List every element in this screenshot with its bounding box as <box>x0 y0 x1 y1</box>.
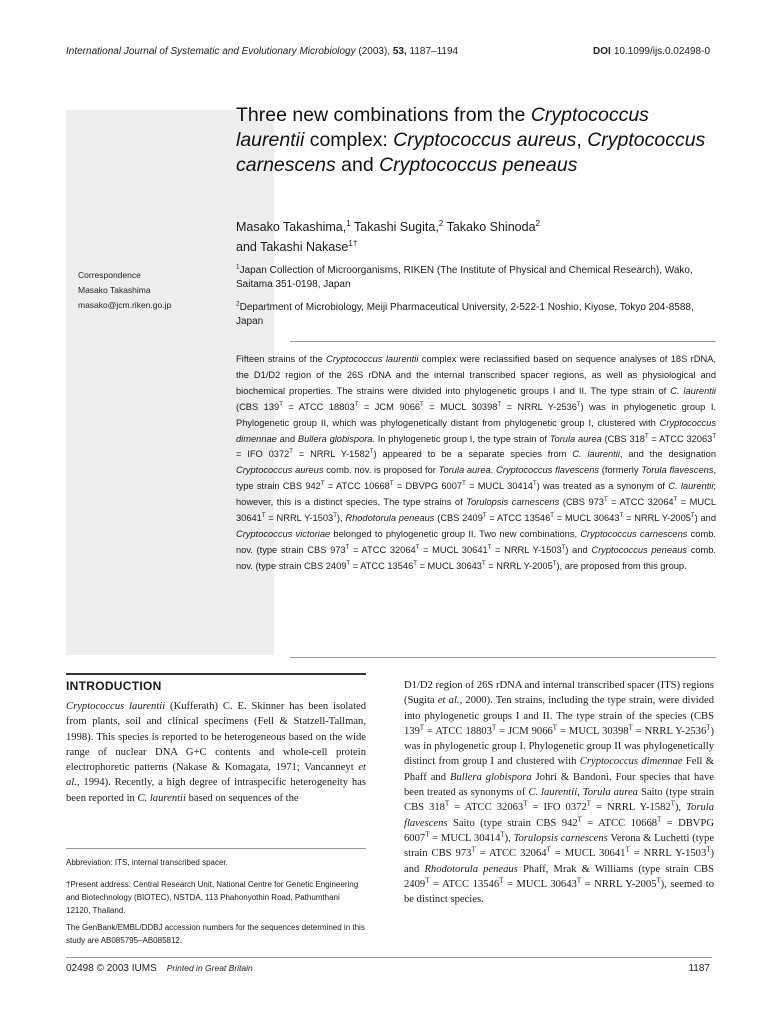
text-segment: Cryptococcus dimennae <box>579 756 683 768</box>
text-segment: C. laurentii <box>528 787 578 799</box>
abstract-top-rule <box>290 341 716 342</box>
journal-name: International Journal of Systematic and Evolutionary Microbiology <box>66 46 356 57</box>
text-segment: (CBS 139 <box>236 401 280 412</box>
text-segment: Saito (type strain CBS 942 <box>447 817 578 829</box>
text-segment: = MUCL 30398 <box>423 401 498 412</box>
text-segment: and <box>276 433 298 444</box>
text-segment: . <box>490 465 497 476</box>
text-segment: (CBS 318 <box>601 433 645 444</box>
text-segment: ; however, this is a distinct species. The type strains of <box>236 481 717 508</box>
journal-volume: 53, <box>392 46 407 57</box>
text-segment: T <box>345 544 350 551</box>
abstract-paragraph <box>236 352 716 575</box>
text-segment: = DBVPG 6007 <box>393 481 463 492</box>
text-segment: T <box>603 497 608 504</box>
text-segment: ) appeared to be a separate species from <box>373 449 573 460</box>
text-segment: T <box>628 724 633 732</box>
text-segment: = MUCL 30641 <box>419 544 488 555</box>
text-segment: = ATCC 18803 <box>282 401 355 412</box>
text-segment: T <box>320 481 325 488</box>
text-segment: = MUCL 30414 <box>465 481 533 492</box>
intro-left-column <box>66 699 366 806</box>
footnote-present-address: †Present address: Central Research Unit, National Centre for Genetic Engineering and Biotechnology (BIOTEC), NSTDA, 113 Phahonyothin Road, Pathumthani 12120, Thailand. <box>66 880 359 915</box>
text-segment: = IFO 0372 <box>527 802 587 814</box>
text-segment: belonged to phylogenetic group II. Two new combinations, <box>330 528 581 539</box>
text-segment: based on sequences of the <box>185 792 299 804</box>
text-segment: T <box>354 401 359 408</box>
text-segment: comb. nov. is proposed for <box>323 465 439 476</box>
text-segment: ) was in phylogenetic group I. Phylogenetic group II was phylogenetically distinct from group I and clustered with <box>404 725 715 768</box>
affiliation-2: $^2$Department of Microbiology, Meiji Pharmaceutical University, 2-522-1 Noshio, Kiyose, Tokyo 204-8588, Japan <box>236 300 694 327</box>
text-segment: = MUCL 30641 <box>236 497 717 524</box>
text-segment: T <box>552 724 557 732</box>
text-segment: = ATCC 32063 <box>648 433 713 444</box>
text-segment: ) and <box>694 513 716 524</box>
text-segment: T <box>420 401 424 408</box>
text-segment: = JCM 9066 <box>496 725 553 737</box>
text-segment: = NRRL Y-1582 <box>590 802 671 814</box>
text-segment: Cryptococcus laurentii <box>66 701 166 712</box>
text-segment: = ATCC 32064 <box>607 497 674 508</box>
text-segment: Torula aurea <box>549 433 602 444</box>
text-segment: T <box>586 800 591 808</box>
text-segment: , and the designation <box>619 449 716 460</box>
text-segment: . In phylogenetic group I, the type strain of <box>372 433 550 444</box>
text-segment: = IFO 0372 <box>236 449 290 460</box>
text-segment: Torulopsis carnescens <box>513 832 608 844</box>
text-segment: Torulopsis carnescens <box>466 497 560 508</box>
text-segment: ), <box>336 513 346 524</box>
text-segment: ) was treated as a synonym of <box>536 481 669 492</box>
text-segment: = NRRL Y-2536 <box>501 401 577 412</box>
article-title: Three new combinations from the Cryptococcus laurentii complex: Cryptococcus aureus, Cryptococcus carnescens and Cryptococcus peneaus <box>236 104 706 176</box>
text-segment: T <box>706 724 711 732</box>
text-segment: (CBS 2409 <box>434 513 483 524</box>
text-segment: = DBVPG 6007 <box>404 817 714 844</box>
text-segment: T <box>499 877 504 885</box>
doi-header <box>593 46 710 57</box>
text-segment: = NRRL Y-1582 <box>292 449 370 460</box>
text-segment: T <box>471 846 476 854</box>
text-segment: et al. <box>437 695 460 707</box>
text-segment: Phaff, Mrak & Williams (type strain CBS 2409 <box>404 863 714 890</box>
abstract <box>236 352 716 575</box>
footer-left <box>66 963 253 974</box>
text-segment: T <box>261 512 266 519</box>
intro-right-column <box>404 678 714 907</box>
text-segment: T <box>279 401 283 408</box>
text-segment: T <box>625 846 630 854</box>
text-segment: , <box>577 787 583 799</box>
intro-heading: INTRODUCTION <box>66 679 162 693</box>
text-segment: Cryptococcus aureus <box>236 465 324 476</box>
text-segment: = MUCL 30643 <box>416 560 482 571</box>
text-segment: ), seemed to be distinct species. <box>404 878 715 906</box>
text-segment: Verona & Luchetti (type strain CBS 973 <box>404 832 715 860</box>
text-segment: T <box>706 846 711 854</box>
text-segment: T <box>690 512 695 519</box>
text-segment: = MUCL 30641 <box>550 848 626 860</box>
footnote-rule <box>66 848 366 849</box>
text-segment: T <box>425 831 430 839</box>
doi-value[interactable]: 10.1099/ijs.0.02498-0 <box>613 46 710 57</box>
text-segment: T <box>369 449 374 456</box>
text-segment: T <box>482 512 487 519</box>
text-segment: = ATCC 32064 <box>475 848 547 860</box>
text-segment: ) and <box>404 848 714 875</box>
journal-pages: 1187–1194 <box>409 46 459 57</box>
text-segment: , 2000). Ten strains, including the type strain, were divided into phylogenetic groups I and II. The type strain of the species (CBS 139 <box>404 695 714 737</box>
text-segment: T <box>289 449 293 456</box>
text-segment: = ATCC 32063 <box>449 802 524 814</box>
text-segment: (formerly <box>599 465 642 476</box>
text-segment: ), <box>504 832 514 844</box>
text-segment: = ATCC 10668 <box>581 817 658 829</box>
text-segment: complex were reclassified based on sequence analyses of 18S rDNA, the D1/D2 region of the 26S rDNA and the internal transcribed spacer regions, as well as physiological and biochemical properties. The strains were divided into phylogenetic groups I and II. The type strain of <box>236 354 716 396</box>
text-segment: T <box>561 544 566 551</box>
text-segment: Cryptococcus carnescens <box>580 528 688 539</box>
text-segment: ), are proposed from this group. <box>556 560 687 571</box>
text-segment: T <box>576 877 582 885</box>
text-segment: T <box>576 401 581 408</box>
text-segment: = ATCC 32064 <box>349 544 416 555</box>
correspondence-name: Masako Takashima <box>78 285 151 295</box>
abstract-bottom-rule <box>290 657 716 658</box>
text-segment: C. laurentii <box>668 481 714 492</box>
text-segment: et al. <box>66 762 366 789</box>
text-segment: Fifteen strains of the <box>236 354 327 364</box>
text-segment: T <box>552 560 557 567</box>
text-segment: Fell & Phaff and <box>404 756 714 783</box>
author-list: Masako Takashima,$^1$ Takashi Sugita,$^2$ Takako Shinoda$^2$ and Takashi Nakase$^{1\dagger}$ <box>236 218 541 254</box>
text-segment: = MUCL 30643 <box>503 878 577 890</box>
text-segment: Cryptococcus peneaus <box>591 544 688 555</box>
doi-label: DOI <box>593 46 611 57</box>
text-segment: Torula flavescens <box>404 802 714 829</box>
text-segment: = MUCL 30398 <box>557 725 629 737</box>
text-segment: (Kufferath) C. E. Skinner has been isolated from plants, soil and clinical specimens (Fell & Statzell-Tallman, 1998). This species is reported to be heterogeneous based on the wide range of nuclear DNA G+C contents and whole-cell protein electrophoretic patterns (Nakase & Komagata, 1971; Vancanneyt <box>66 701 367 774</box>
text-segment: T <box>333 512 337 519</box>
text-segment: C. laurentii <box>572 449 620 460</box>
page-number: 1187 <box>688 963 710 974</box>
text-segment: T <box>389 481 394 488</box>
text-segment: T <box>532 481 537 488</box>
intro-right-paragraph <box>404 678 714 907</box>
text-segment: T <box>413 560 417 567</box>
correspondence-label: Correspondence <box>78 270 141 280</box>
text-segment: D1/D2 region of 26S rDNA and internal transcribed spacer (ITS) regions (Sugita <box>404 680 714 707</box>
text-segment: T <box>550 512 554 519</box>
text-segment: T <box>346 560 351 567</box>
text-segment: = ATCC 13546 <box>350 560 414 571</box>
text-segment: = ATCC 13546 <box>486 513 551 524</box>
text-segment: ) and <box>565 544 592 555</box>
text-segment: Bullera globispora <box>450 771 532 783</box>
text-segment: = NRRL Y-2005 <box>623 513 691 524</box>
footer-code: 02498 © 2003 IUMS <box>66 963 157 974</box>
intro-left-paragraph <box>66 699 366 806</box>
text-segment: Cryptococcus dimennae <box>236 417 716 444</box>
text-segment: T <box>670 800 675 808</box>
text-segment: Cryptococcus flavescens <box>496 465 600 476</box>
text-segment: T <box>577 816 582 824</box>
text-segment: Cryptococcus laurentii <box>326 354 419 364</box>
text-segment: = NRRL Y-1503 <box>265 513 334 524</box>
footer-rule <box>66 957 712 958</box>
text-segment: comb. nov. (type strain CBS 973 <box>236 528 716 555</box>
text-segment: T <box>415 544 420 551</box>
text-segment: = NRRL Y-2536 <box>632 725 707 737</box>
text-segment: Rhodotorula peneaus <box>345 513 435 524</box>
text-segment: T <box>657 816 662 824</box>
correspondence-email[interactable]: masako@jcm.riken.go.jp <box>78 300 172 310</box>
text-segment: = ATCC 13546 <box>429 878 500 890</box>
text-segment: T <box>644 433 649 440</box>
text-segment: (CBS 973 <box>559 497 604 508</box>
text-segment: = MUCL 30643 <box>553 513 620 524</box>
text-segment: Saito (type strain CBS 318 <box>404 787 714 814</box>
text-segment: = JCM 9066 <box>358 401 421 412</box>
text-segment: T <box>497 401 502 408</box>
text-segment: T <box>546 846 551 854</box>
text-segment: T <box>487 544 492 551</box>
text-segment: Torula aurea <box>438 465 491 476</box>
text-segment: ), <box>674 802 687 814</box>
text-segment: T <box>523 800 528 808</box>
text-segment: = ATCC 18803 <box>424 725 492 737</box>
text-segment: T <box>425 877 430 885</box>
text-segment: T <box>444 800 450 808</box>
journal-year: (2003), <box>358 46 391 57</box>
text-segment: Torula flavescens <box>641 465 714 476</box>
text-segment: ) was in phylogenetic group I. Phylogenetic group II, which was phylogenetically distant from phylogenetic group I, clustered with <box>236 401 716 428</box>
text-segment: , 1994). Recently, a high degree of intraspecific heterogeneity has been reported in <box>66 777 366 804</box>
text-segment: = ATCC 10668 <box>324 481 390 492</box>
text-segment: = MUCL 30414 <box>429 832 501 844</box>
text-segment: T <box>500 831 505 839</box>
text-segment: = NRRL Y-2005 <box>485 560 553 571</box>
text-segment: C. laurentii <box>137 792 186 804</box>
text-segment: Bullera globispora <box>297 433 373 444</box>
footer-printed: Printed in Great Britain <box>166 963 253 973</box>
text-segment: T <box>462 481 466 488</box>
text-segment: comb. nov. (type strain CBS 2409 <box>236 544 717 571</box>
text-segment: T <box>712 433 717 440</box>
intro-rule <box>66 673 366 675</box>
correspondence-block <box>78 268 171 313</box>
footnote-abbreviation: Abbreviation: ITS, internal transcribed spacer. <box>66 858 228 867</box>
text-segment: = NRRL Y-1503 <box>629 848 707 860</box>
text-segment: Torula aurea <box>582 787 638 799</box>
text-segment: = NRRL Y-1503 <box>491 544 562 555</box>
text-segment: C. laurentii <box>670 385 716 396</box>
affiliation-1: $^1$Japan Collection of Microorganisms, RIKEN (The Institute of Physical and Chemical Research), Wako, Saitama 351-0198, Japan <box>236 263 693 290</box>
footnote-accession: The GenBank/EMBL/DDBJ accession numbers for the sequences determined in this study are AB085795–AB085812. <box>66 923 365 945</box>
text-segment: , type strain CBS 942 <box>236 465 717 492</box>
text-segment: T <box>491 724 497 732</box>
text-segment: T <box>673 497 678 504</box>
text-segment: Johri & Bandoni. Four species that have been treated as synonyms of <box>404 771 714 799</box>
text-segment: T <box>419 724 425 732</box>
running-header <box>66 46 458 57</box>
text-segment: = NRRL Y-2005 <box>581 878 657 890</box>
text-segment: T <box>619 512 624 519</box>
text-segment: Cryptococcus victoriae <box>236 528 331 539</box>
text-segment: T <box>656 877 661 885</box>
text-segment: T <box>481 560 486 567</box>
text-segment: Rhodotorula peneaus <box>424 863 518 875</box>
